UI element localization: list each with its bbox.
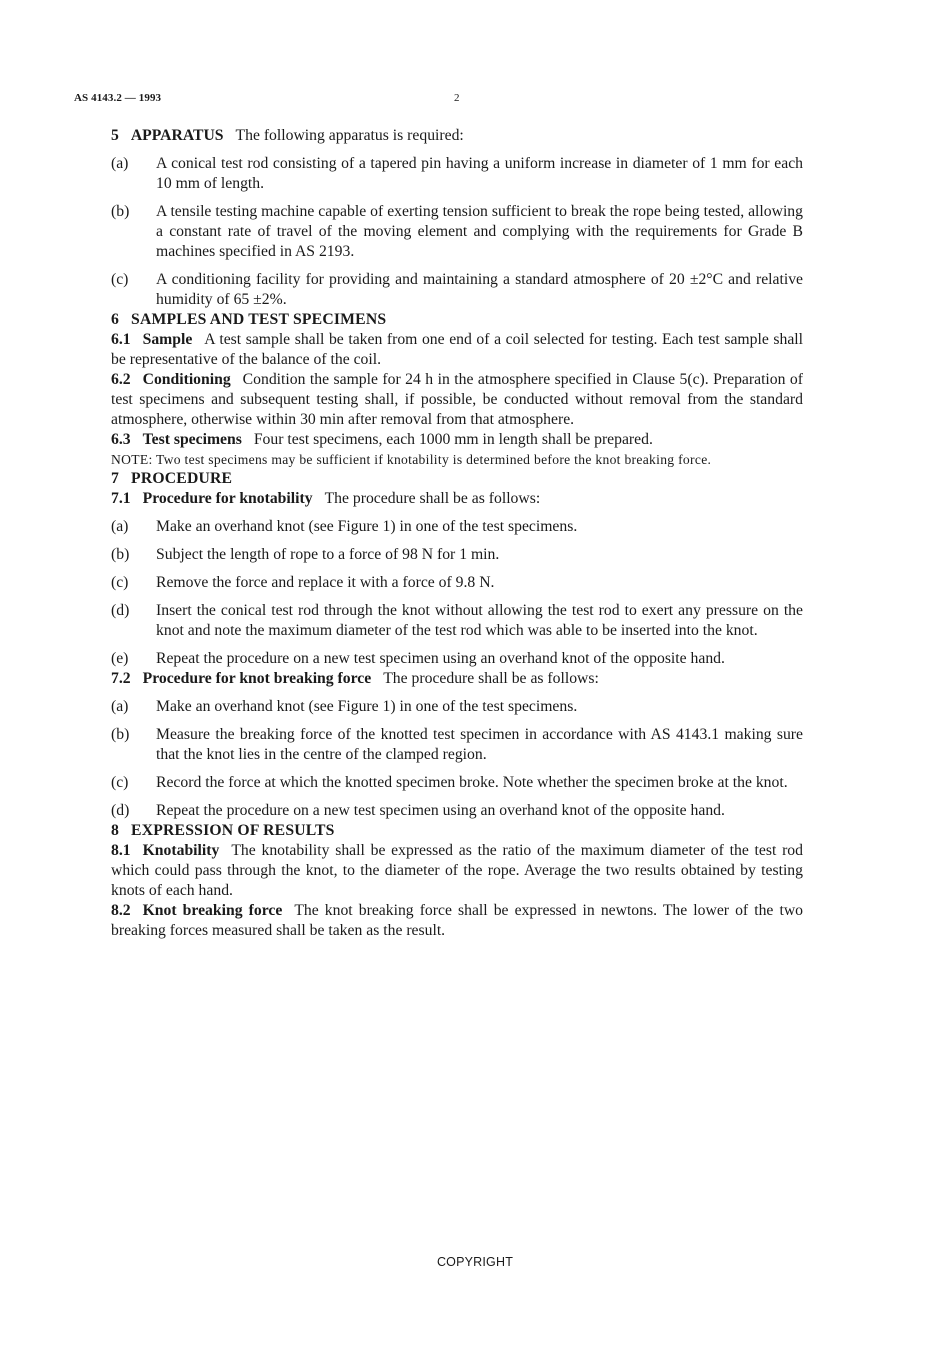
clause-number: 7	[111, 470, 120, 487]
clause-title: Procedure for knot breaking force	[142, 670, 372, 687]
clause-7-1	[111, 489, 803, 509]
list-marker: (a)	[111, 155, 129, 172]
list-item	[111, 601, 803, 641]
list-marker: (c)	[111, 271, 129, 288]
clause-title: Procedure for knotability	[142, 490, 313, 507]
list-marker: (c)	[111, 574, 129, 591]
clause-number: 6.2	[111, 371, 131, 388]
clause-number: 5	[111, 127, 119, 144]
list-item	[111, 697, 803, 717]
section-title: APPARATUS	[130, 127, 224, 144]
clause-title: Knotability	[142, 842, 220, 859]
list-marker: (b)	[111, 546, 130, 563]
list-item	[111, 202, 803, 262]
list-marker: (a)	[111, 518, 129, 535]
list-item-text: Subject the length of rope to a force of 98 N for 1 min.	[156, 546, 500, 563]
list-marker: (a)	[111, 698, 129, 715]
clause-6-3	[111, 430, 803, 450]
clause-title: Test specimens	[142, 431, 242, 448]
clause-number: 6.3	[111, 431, 131, 448]
clause-intro: The procedure shall be as follows:	[383, 670, 599, 687]
clause-text: Four test specimens, each 1000 mm in length shall be prepared.	[253, 431, 653, 448]
clause-8-1	[111, 841, 803, 901]
list-item	[111, 773, 803, 793]
standard-number: AS 4143.2 — 1993	[74, 92, 162, 104]
list-marker: (c)	[111, 774, 129, 791]
list-item	[111, 801, 803, 821]
page-header	[74, 92, 474, 108]
clause-number: 7.2	[111, 670, 131, 687]
list-item-text: Insert the conical test rod through the knot without allowing the test rod to exert any pressure on the knot and note the maximum diameter of the test rod which was able to be inserted into the knot.	[156, 602, 803, 639]
note: NOTE: Two test specimens may be sufficient if knotability is determined before the knot breaking force.	[111, 452, 712, 467]
list-marker: (b)	[111, 203, 130, 220]
document-body	[111, 126, 803, 941]
section-6-heading	[111, 310, 803, 330]
list-item	[111, 545, 803, 565]
section-7-heading	[111, 469, 803, 489]
clause-6-1	[111, 330, 803, 370]
clause-text: The knotability shall be expressed as the ratio of the maximum diameter of the test rod which could pass through the knot, to the diameter of the rope. Average the two results obtained by testing knots of each hand.	[111, 842, 803, 899]
apparatus-list	[111, 154, 803, 310]
clause-7-2	[111, 669, 803, 689]
clause-title: Knot breaking force	[142, 902, 283, 919]
clause-number: 6	[111, 311, 120, 328]
clause-title: Sample	[142, 331, 193, 348]
list-item-text: Repeat the procedure on a new test specimen using an overhand knot of the opposite hand.	[156, 650, 725, 667]
breaking-force-procedure-list	[111, 697, 803, 821]
list-marker: (b)	[111, 726, 130, 743]
page-number: 2	[454, 92, 460, 104]
knotability-procedure-list	[111, 517, 803, 669]
list-item-text: Remove the force and replace it with a force of 9.8 N.	[156, 574, 495, 591]
clause-text: The knot breaking force shall be expressed in newtons. The lower of the two breaking forces measured shall be taken as the result.	[111, 902, 804, 939]
clause-number: 8.1	[111, 842, 131, 859]
copyright-footer: COPYRIGHT	[436, 1255, 514, 1269]
list-item-text: Record the force at which the knotted specimen broke. Note whether the specimen broke at the knot.	[156, 774, 788, 791]
section-title: PROCEDURE	[131, 470, 233, 487]
list-item-text: Make an overhand knot (see Figure 1) in one of the test specimens.	[156, 698, 578, 715]
section-5-heading	[111, 126, 803, 146]
clause-text: Condition the sample for 24 h in the atmosphere specified in Clause 5(c). Preparation of test specimens and subsequent testing shall, if possible, be conducted without removal from the standard atmosphere, otherwise within 30 min after removal from that atmosphere.	[111, 371, 803, 428]
list-item	[111, 725, 803, 765]
list-item	[111, 573, 803, 593]
section-intro: The following apparatus is required:	[235, 127, 464, 144]
list-item	[111, 517, 803, 537]
list-item	[111, 270, 803, 310]
clause-number: 8	[111, 822, 120, 839]
list-marker: (e)	[111, 650, 129, 667]
clause-number: 6.1	[111, 331, 131, 348]
clause-text: A test sample shall be taken from one end of a coil selected for testing. Each test sample shall be representative of the balance of the coil.	[111, 331, 803, 368]
clause-8-2	[111, 901, 803, 941]
list-item-text: Repeat the procedure on a new test specimen using an overhand knot of the opposite hand.	[156, 802, 725, 819]
clause-number: 7.1	[111, 490, 131, 507]
section-title: SAMPLES AND TEST SPECIMENS	[131, 311, 387, 328]
clause-intro: The procedure shall be as follows:	[324, 490, 541, 507]
list-item-text: Measure the breaking force of the knotted test specimen in accordance with AS 4143.1 making sure that the knot lies in the centre of the clamped region.	[156, 726, 803, 763]
list-item-text: A tensile testing machine capable of exerting tension sufficient to break the rope being tested, allowing a constant rate of travel of the moving element and complying with the requirements for Grade B machines specified in AS 2193.	[156, 203, 803, 260]
section-8-heading	[111, 821, 803, 841]
list-item-text: A conical test rod consisting of a tapered pin having a uniform increase in diameter of 1 mm for each 10 mm of length.	[156, 155, 803, 192]
list-item-text: A conditioning facility for providing and maintaining a standard atmosphere of 20 ±2°C and relative humidity of 65 ±2%.	[156, 271, 803, 308]
clause-number: 8.2	[111, 902, 131, 919]
list-item	[111, 649, 803, 669]
clause-6-2	[111, 370, 803, 430]
list-marker: (d)	[111, 802, 130, 819]
clause-title: Conditioning	[142, 371, 231, 388]
section-title: EXPRESSION OF RESULTS	[131, 822, 335, 839]
list-item-text: Make an overhand knot (see Figure 1) in one of the test specimens.	[156, 518, 578, 535]
list-marker: (d)	[111, 602, 130, 619]
list-item	[111, 154, 803, 194]
